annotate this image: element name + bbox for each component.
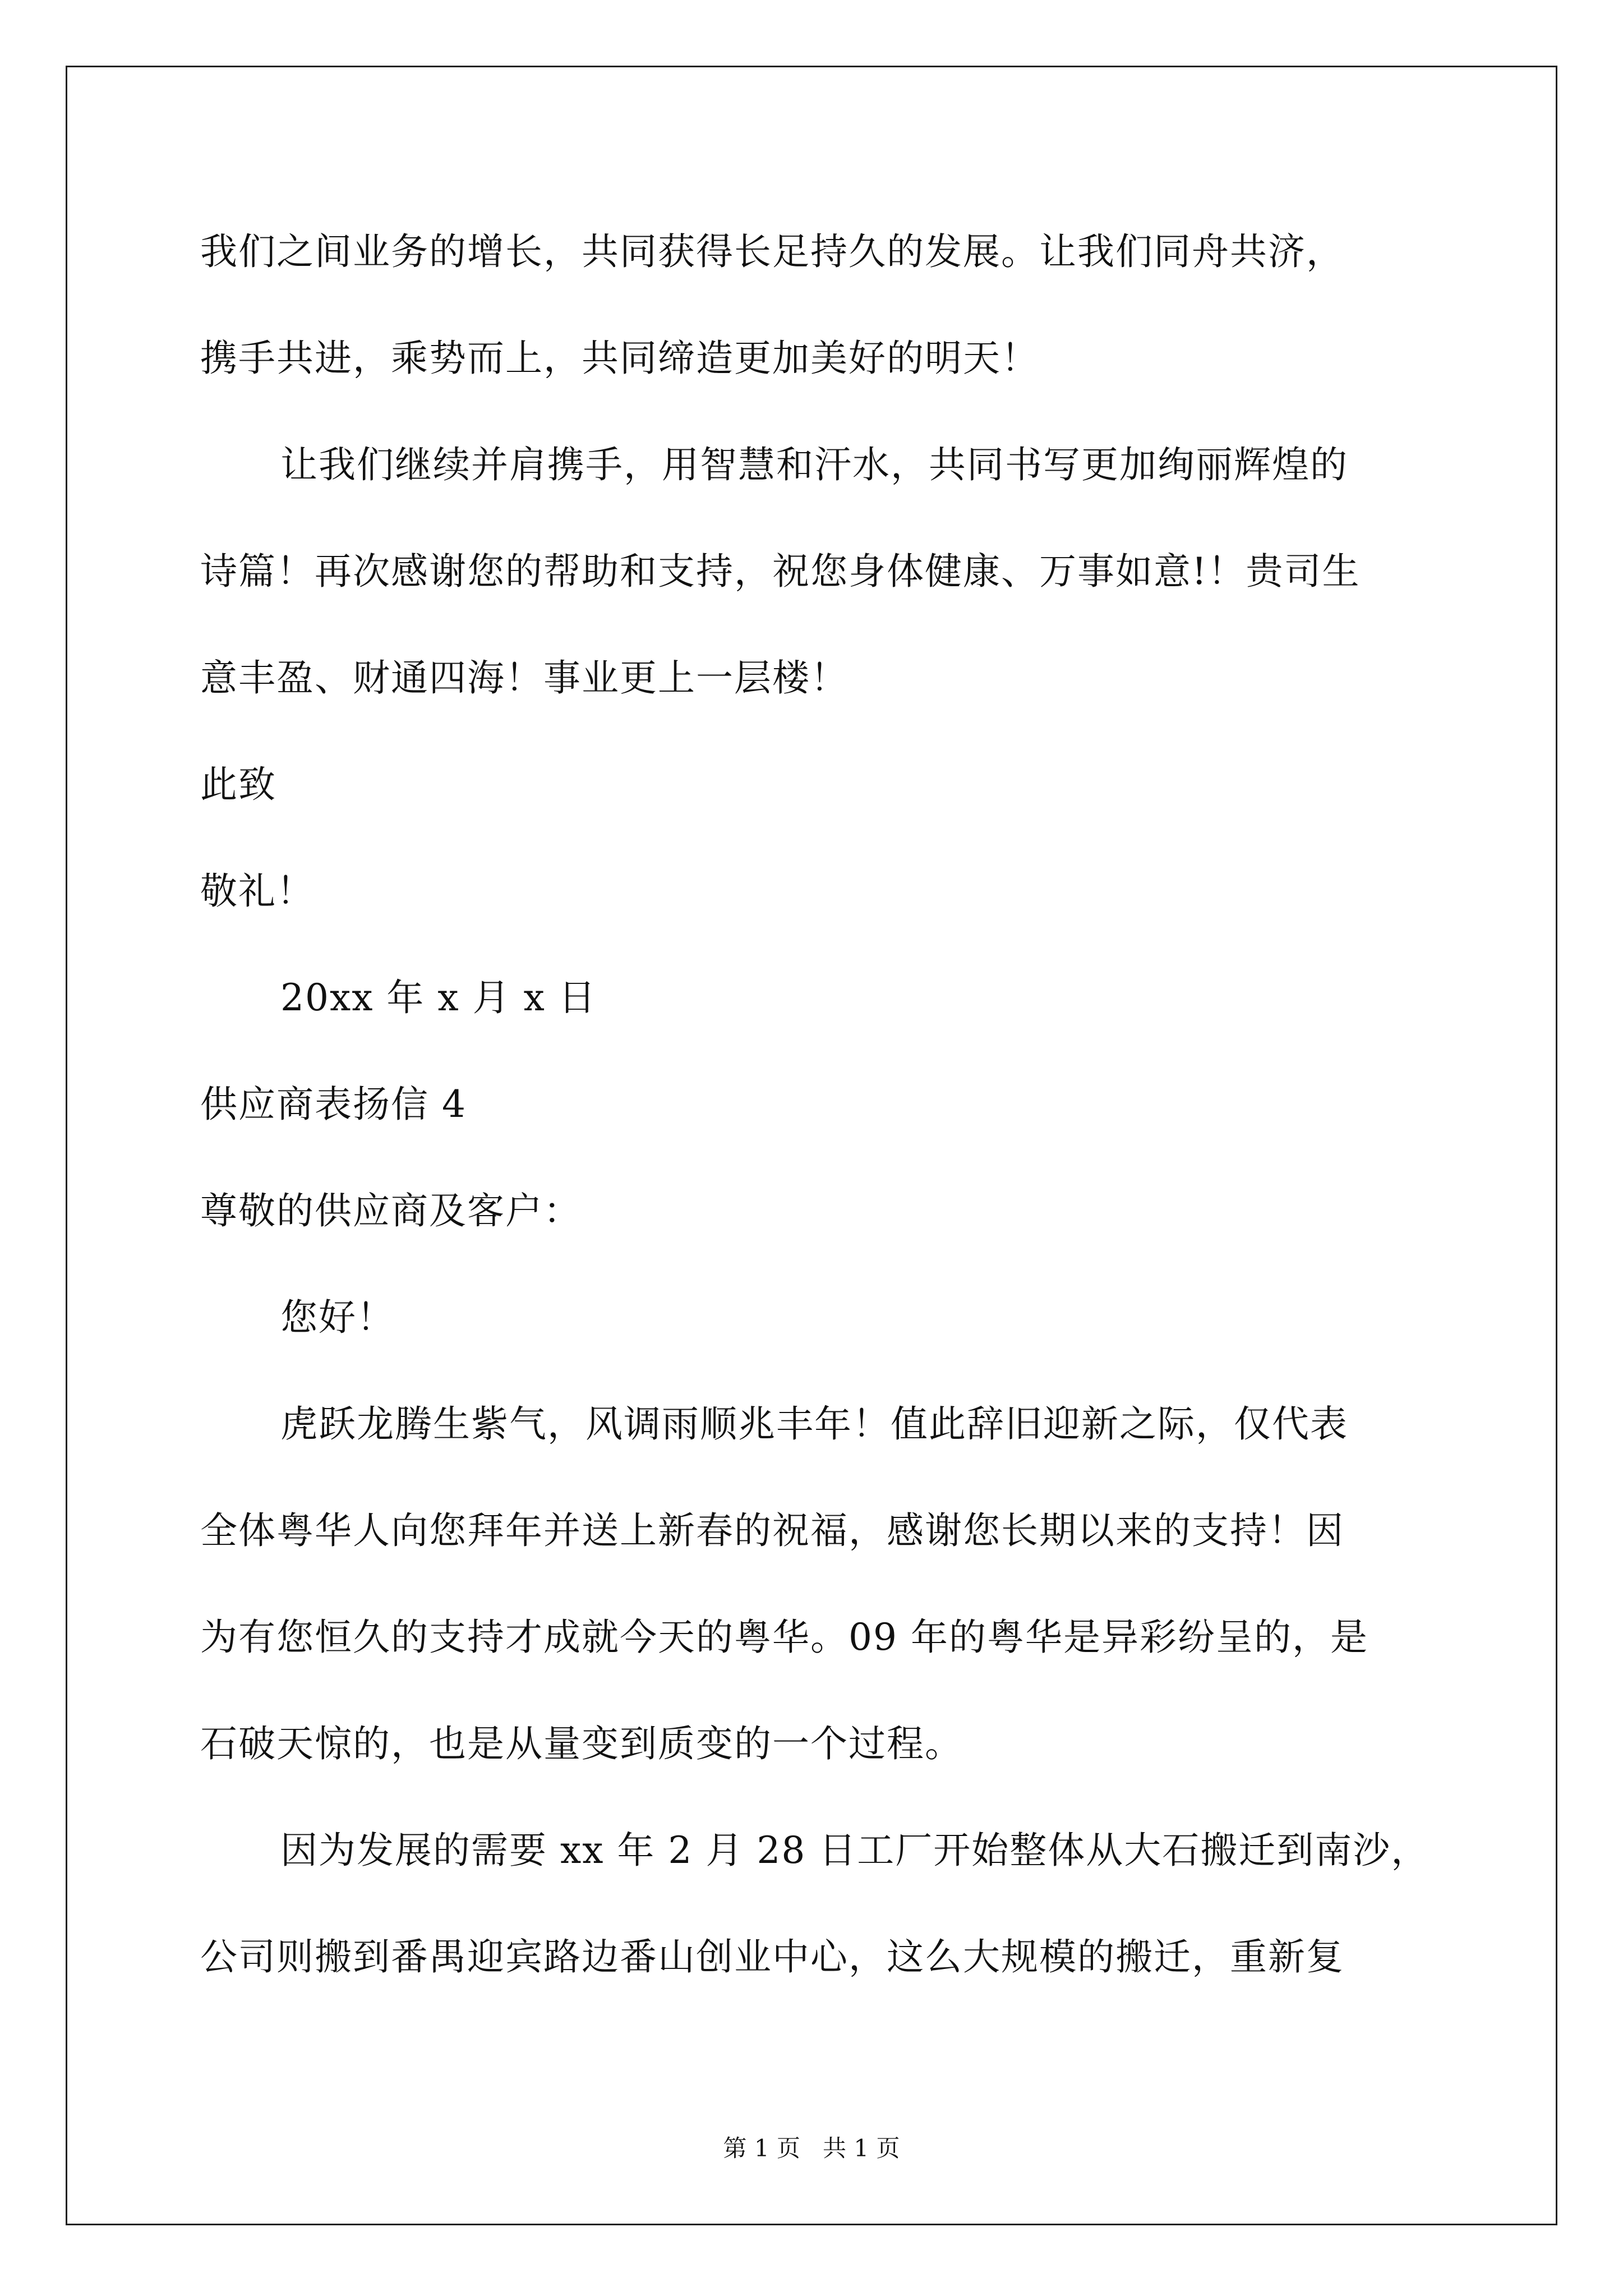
text-line-17: 公司则搬到番禺迎宾路边番山创业中心，这么大规模的搬迁，重新复 — [200, 1935, 1344, 1978]
letter-greeting: 您好！ — [280, 1296, 395, 1339]
text-line-4: 诗篇！再次感谢您的帮助和支持，祝您身体健康、万事如意!！贵司生 — [200, 550, 1361, 593]
text-line-12: 虎跃龙腾生紫气，风调雨顺兆丰年！值此辞旧迎新之际，仅代表 — [280, 1402, 1348, 1446]
closing-salutation: 此致 — [200, 763, 276, 806]
text-line-15: 石破天惊的，也是从量变到质变的一个过程。 — [200, 1722, 963, 1765]
text-line-2: 携手共进，乘势而上，共同缔造更加美好的明天！ — [200, 337, 1039, 380]
letter-addressee: 尊敬的供应商及客户： — [200, 1189, 582, 1232]
text-line-5: 意丰盈、财通四海！事业更上一层楼！ — [200, 656, 849, 700]
text-line-1: 我们之间业务的增长，共同获得长足持久的发展。让我们同舟共济， — [200, 230, 1344, 273]
text-line-13: 全体粤华人向您拜年并送上新春的祝福，感谢您长期以来的支持！因 — [200, 1509, 1344, 1552]
letter-date: 20xx 年 x 月 x 日 — [280, 976, 597, 1019]
page-footer: 第 1 页 共 1 页 — [723, 2134, 900, 2162]
closing-regards: 敬礼！ — [200, 869, 315, 913]
text-line-16: 因为发展的需要 xx 年 2 月 28 日工厂开始整体从大石搬迁到南沙， — [280, 1829, 1430, 1872]
text-line-14: 为有您恒久的支持才成就今天的粤华。09 年的粤华是异彩纷呈的，是 — [200, 1616, 1368, 1659]
text-line-3: 让我们继续并肩携手，用智慧和汗水，共同书写更加绚丽辉煌的 — [280, 443, 1348, 486]
letter-heading: 供应商表扬信 4 — [200, 1083, 467, 1126]
page-border — [66, 66, 1557, 2225]
